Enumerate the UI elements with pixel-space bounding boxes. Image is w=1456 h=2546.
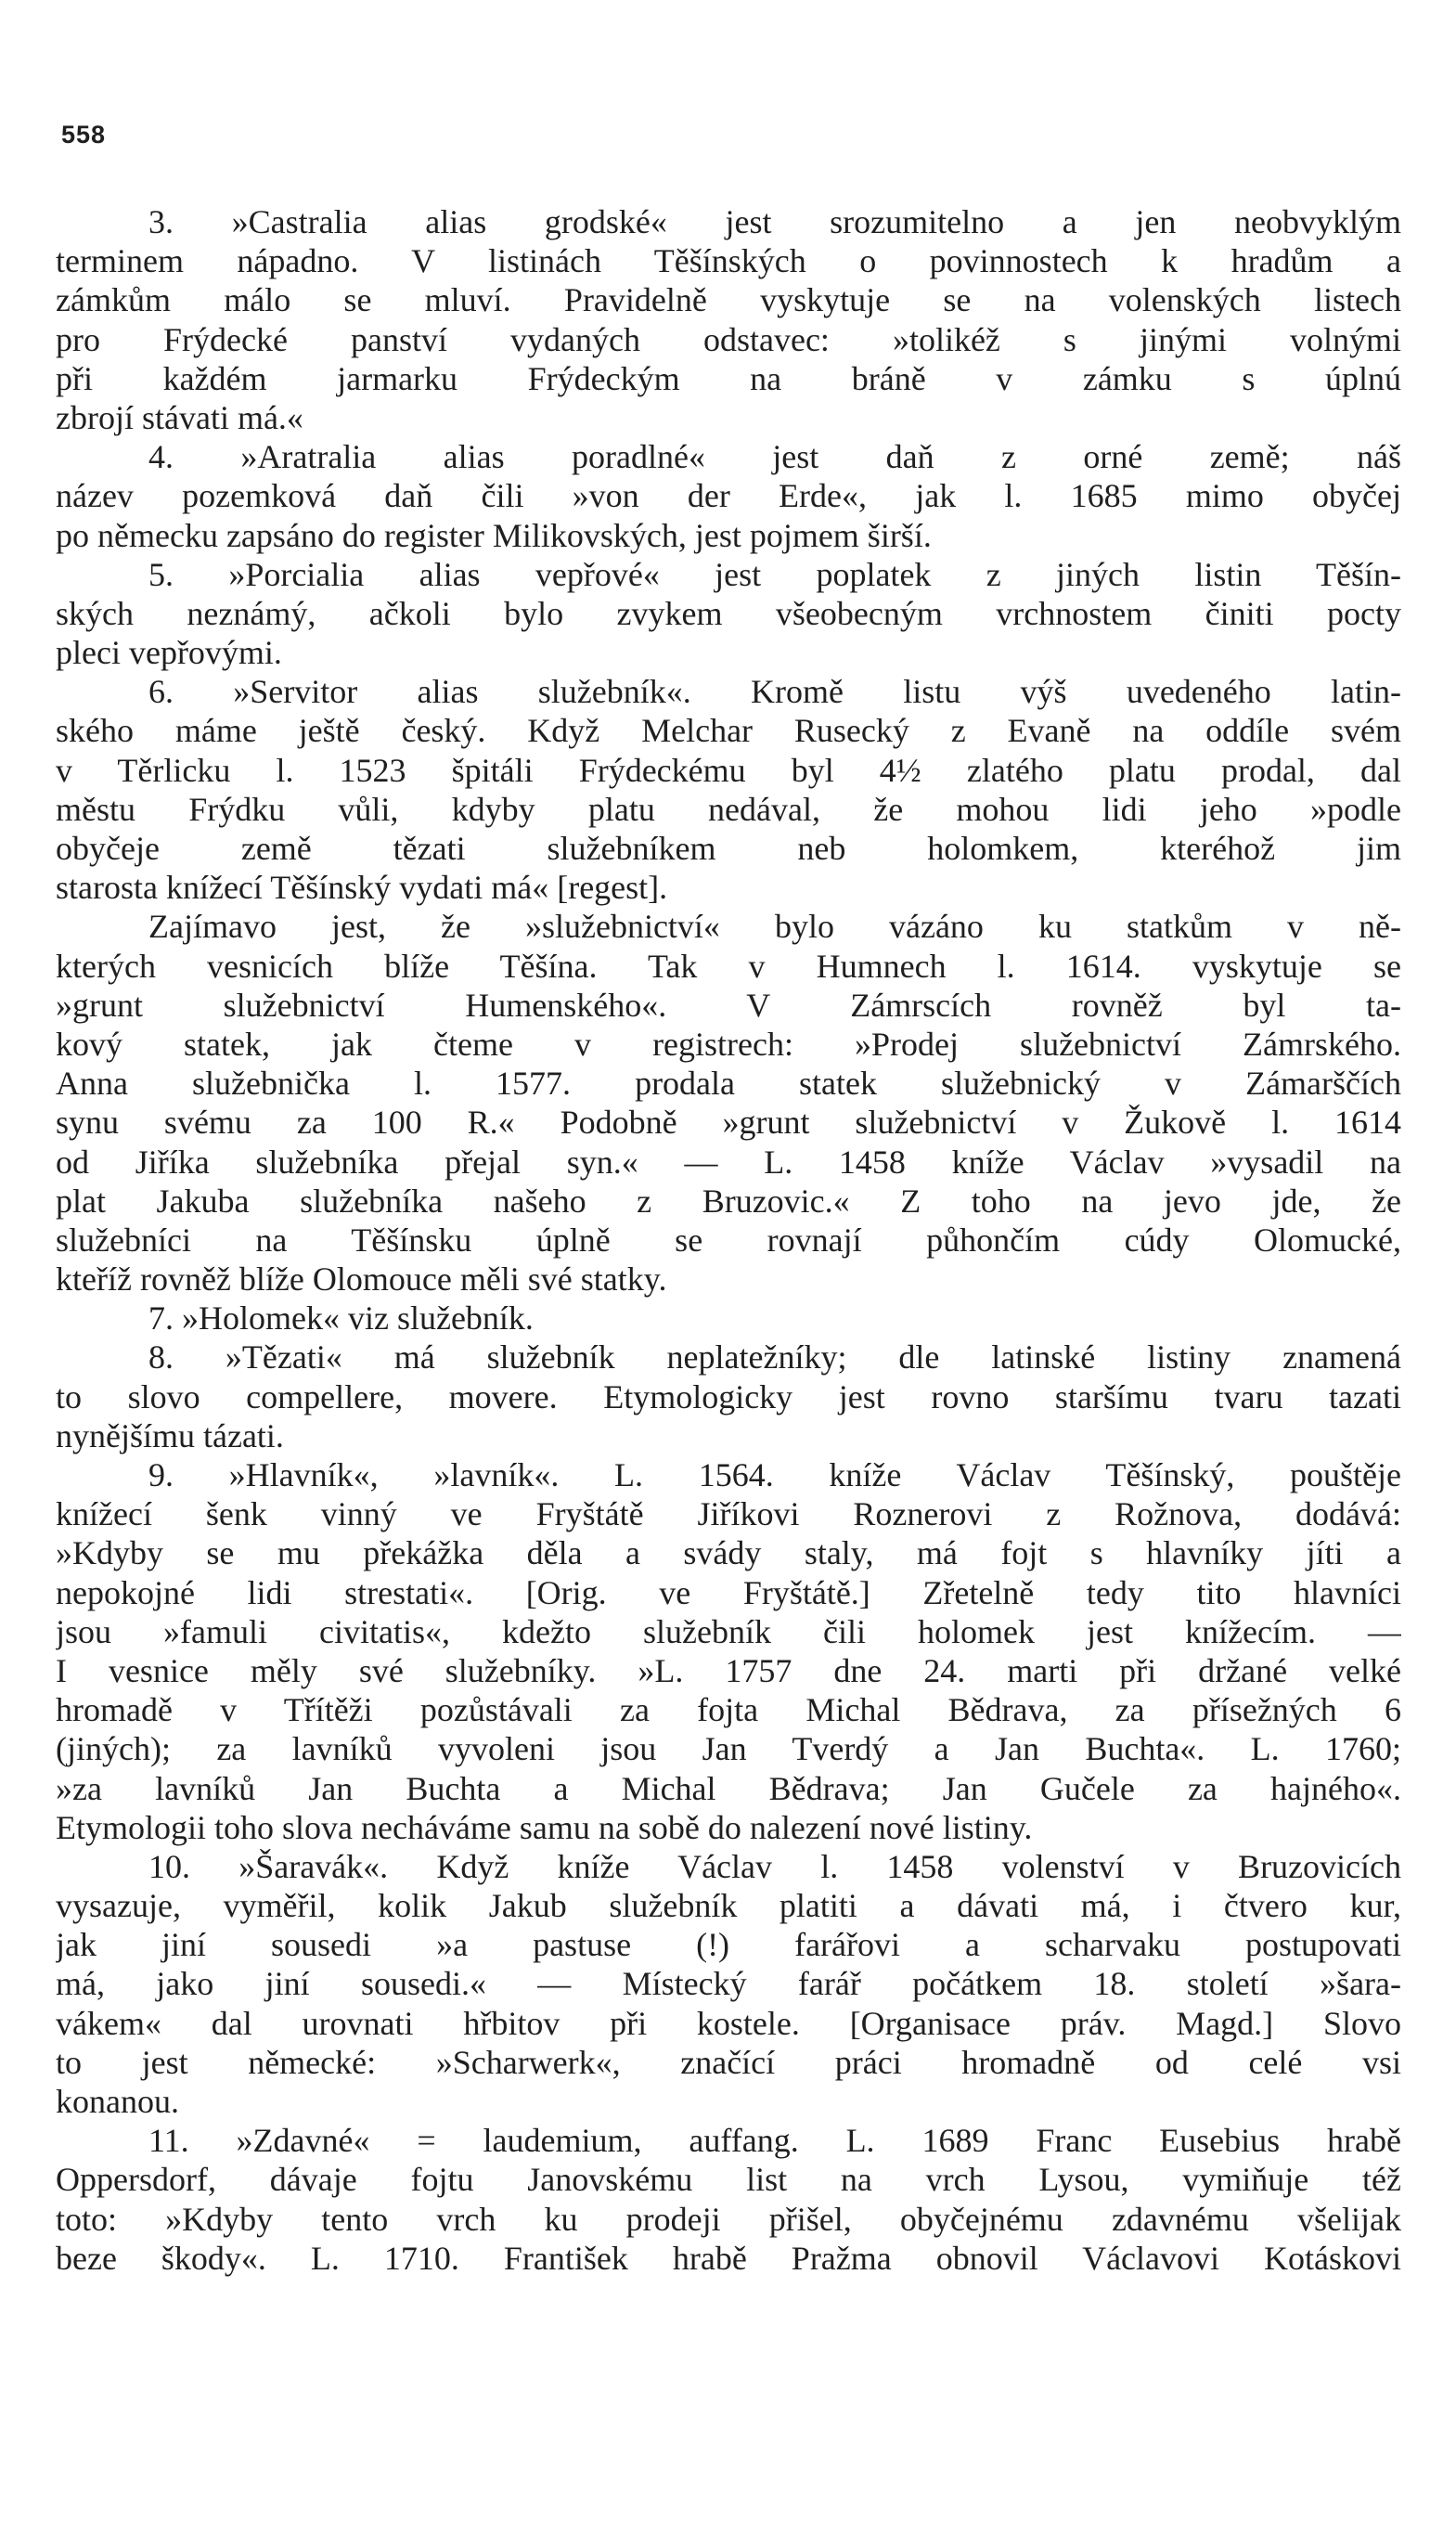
text-line: 9. »Hlavník«, »lavník«. L. 1564. kníže Václav Těšínský, pouštěje	[148, 1456, 1401, 1493]
text-line: jak jiní sousedi »a pastuse (!) farářovi a scharvaku postupovati	[56, 1926, 1401, 1964]
text-line: (jiných); za lavníků vyvoleni jsou Jan Tverdý a Jan Buchta«. L. 1760;	[56, 1730, 1401, 1768]
text-line: vysazuje, vyměřil, kolik Jakub služebník platiti a dávati má, i čtvero kur,	[56, 1887, 1401, 1925]
text-line: nynějšímu tázati.	[56, 1416, 284, 1454]
text-line: knížecí šenk vinný ve Fryštátě Jiříkovi Roznerovi z Rožnova, dodává:	[56, 1495, 1401, 1533]
text-line: Etymologii toho slova necháváme samu na sobě do nalezení nové listiny.	[56, 1808, 1033, 1846]
text-line: to jest německé: »Scharwerk«, značící práci hromadně od celé vsi	[56, 2043, 1401, 2081]
text-line: toto: »Kdyby tento vrch ku prodeji přišel, obyčejnému zdavnému všelijak	[56, 2200, 1401, 2238]
text-line: kterých vesnicích blíže Těšína. Tak v Humnech l. 1614. vyskytuje se	[56, 947, 1401, 985]
text-line: má, jako jiní sousedi.« — Místecký farář počátkem 18. století »šara-	[56, 1965, 1401, 2003]
text-line: 7. »Holomek« viz služebník.	[148, 1299, 534, 1338]
text-line: Anna služebnička l. 1577. prodala statek služebnický v Zámarščích	[56, 1065, 1401, 1103]
text-line: beze škody«. L. 1710. František hrabě Pražma obnovil Václavovi Kotáskovi	[56, 2239, 1401, 2277]
text-line: synu svému za 100 R.« Podobně »grunt služebnictví v Žukově l. 1614	[56, 1104, 1401, 1142]
text-line: 5. »Porcialia alias vepřové« jest poplatek z jiných listin Těšín-	[148, 555, 1401, 593]
text-line: služebníci na Těšínsku úplně se rovnají půhončím cúdy Olomucké,	[56, 1221, 1401, 1259]
text-line: název pozemková daň čili »von der Erde«, jak l. 1685 mimo obyčej	[56, 477, 1401, 515]
text-line: ského máme ještě český. Když Melchar Rusecký z Evaně na oddíle svém	[56, 712, 1401, 750]
text-line: Oppersdorf, dávaje fojtu Janovskému list na vrch Lysou, vymiňuje též	[56, 2161, 1401, 2199]
text-line: v Těrlicku l. 1523 špitáli Frýdeckému byl 4½ zlatého platu prodal, dal	[56, 751, 1401, 789]
page-number: 558	[61, 121, 107, 149]
text-line: pleci vepřovými.	[56, 634, 282, 672]
text-line: jsou »famuli civitatis«, kdežto služebník čili holomek jest knížecím. —	[56, 1612, 1401, 1650]
text-line: po německu zapsáno do register Milikovských, jest pojmem širší.	[56, 516, 932, 554]
text-line: zbrojí stávati má.«	[56, 398, 303, 436]
text-line: kový statek, jak čteme v registrech: »Prodej služebnictví Zámrského.	[56, 1025, 1401, 1063]
text-line: to slovo compellere, movere. Etymologicky jest rovno staršímu tvaru tazati	[56, 1377, 1401, 1415]
text-line: plat Jakuba služebníka našeho z Bruzovic.« Z toho na jevo jde, že	[56, 1182, 1401, 1220]
text-line: konanou.	[56, 2083, 179, 2120]
text-line: hromadě v Třítěži pozůstávali za fojta Michal Bědrava, za přísežných 6	[56, 1691, 1401, 1729]
text-line: 10. »Šaravák«. Když kníže Václav l. 1458 volenství v Bruzovicích	[148, 1847, 1401, 1885]
text-line: obyčeje země tězati služebníkem neb holomkem, kteréhož jim	[56, 830, 1401, 867]
text-line: městu Frýdku vůli, kdyby platu nedával, že mohou lidi jeho »podle	[56, 790, 1401, 828]
text-line: starosta knížecí Těšínský vydati má« [regest].	[56, 869, 668, 907]
text-line: 3. »Castralia alias grodské« jest srozumitelno a jen neobvyklým	[148, 203, 1401, 240]
document-body	[56, 202, 1401, 2278]
text-line: od Jiříka služebníka přejal syn.« — L. 1458 kníže Václav »vysadil na	[56, 1143, 1401, 1181]
text-line: při každém jarmarku Frýdeckým na bráně v zámku s úplnú	[56, 359, 1401, 397]
text-line: kteříž rovněž blíže Olomouce měli své statky.	[56, 1260, 667, 1299]
text-line: 11. »Zdavné« = laudemium, auffang. L. 1689 Franc Eusebius hrabě	[148, 2122, 1401, 2160]
text-line: »grunt služebnictví Humenského«. V Zámrscích rovněž byl ta-	[56, 986, 1401, 1024]
text-line: ských neznámý, ačkoli bylo zvykem všeobecným vrchnostem činiti pocty	[56, 594, 1401, 632]
text-line: 8. »Tězati« má služebník neplatežníky; dle latinské listiny znamená	[148, 1338, 1401, 1376]
text-line: Zajímavo jest, že »služebnictví« bylo vázáno ku statkům v ně-	[148, 908, 1401, 946]
text-line: 6. »Servitor alias služebník«. Kromě listu výš uvedeného latin-	[148, 673, 1401, 711]
text-line: vákem« dal urovnati hřbitov při kostele. [Organisace práv. Magd.] Slovo	[56, 2004, 1401, 2042]
text-line: terminem nápadno. V listinách Těšínských o povinnostech k hradům a	[56, 242, 1401, 280]
text-line: »za lavníků Jan Buchta a Michal Bědrava; Jan Gučele za hajného«.	[56, 1769, 1401, 1807]
text-line: pro Frýdecké panství vydaných odstavec: »tolikéž s jinými volnými	[56, 320, 1401, 358]
text-line: »Kdyby se mu překážka děla a svády staly, má fojt s hlavníky jíti a	[56, 1534, 1401, 1572]
text-line: I vesnice měly své služebníky. »L. 1757 dne 24. marti při držané velké	[56, 1651, 1401, 1689]
text-line: 4. »Aratralia alias poradlné« jest daň z orné země; náš	[148, 438, 1401, 476]
text-line: zámkům málo se mluví. Pravidelně vyskytuje se na volenských listech	[56, 281, 1401, 319]
text-line: nepokojné lidi strestati«. [Orig. ve Fryštátě.] Zřetelně tedy tito hlavníci	[56, 1573, 1401, 1611]
